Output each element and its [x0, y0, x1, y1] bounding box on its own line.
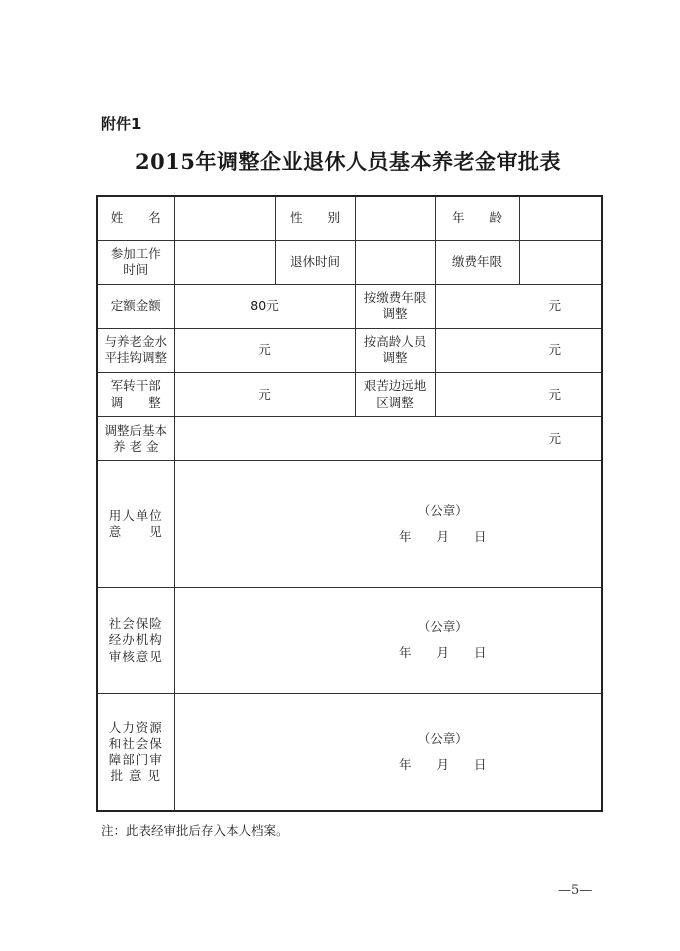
attachment-label: 附件1: [101, 115, 142, 133]
by-pay-years-label: 按缴费年限 调整: [355, 284, 435, 328]
insurance-agency-opinion-label: 社会保险 经办机构 审核意见: [97, 587, 174, 693]
seal-label: （公章）: [417, 730, 468, 746]
table-row: [97, 587, 602, 693]
remote-area-label: 艰苦边远地 区调整: [355, 373, 435, 417]
date-label: 年 月 日: [398, 757, 487, 773]
gender-label: 性 别: [275, 196, 355, 240]
table-row: [97, 694, 602, 811]
pay-years-field[interactable]: [519, 240, 602, 284]
by-senior-field[interactable]: 元: [435, 328, 602, 372]
seal-label: （公章）: [417, 619, 468, 635]
table-row: [97, 461, 602, 587]
insurance-agency-opinion-field[interactable]: [174, 587, 602, 693]
pension-level-field[interactable]: 元: [174, 328, 355, 372]
by-senior-label: 按高龄人员 调整: [355, 328, 435, 372]
retire-time-label: 退休时间: [275, 240, 355, 284]
military-label: 军转干部 调 整: [97, 373, 174, 417]
table-row: [97, 328, 602, 372]
adjusted-pension-label: 调整后基本 养 老 金: [97, 417, 174, 461]
table-row: [97, 373, 602, 417]
table-row: [97, 417, 602, 461]
pension-level-label: 与养老金水 平挂钩调整: [97, 328, 174, 372]
work-start-label: 参加工作 时间: [97, 240, 174, 284]
fixed-amount-label: 定额金额: [97, 284, 174, 328]
gender-field[interactable]: [355, 196, 435, 240]
employer-opinion-field[interactable]: [174, 461, 602, 587]
page-title: 2015年调整企业退休人员基本养老金审批表: [135, 149, 561, 174]
pay-years-label: 缴费年限: [435, 240, 519, 284]
name-label: 姓 名: [97, 196, 174, 240]
hr-department-opinion-label: 人力资源 和社会保 障部门审 批 意 见: [97, 694, 174, 811]
date-label: 年 月 日: [398, 645, 487, 661]
age-field[interactable]: [519, 196, 602, 240]
fixed-amount-value: 80元: [174, 284, 355, 328]
name-field[interactable]: [174, 196, 275, 240]
by-pay-years-field[interactable]: 元: [435, 284, 602, 328]
approval-form-table: [96, 195, 603, 812]
military-field[interactable]: 元: [174, 373, 355, 417]
adjusted-pension-field[interactable]: 元: [174, 417, 602, 461]
footnote: 注：此表经审批后存入本人档案。: [101, 823, 289, 838]
table-row: [97, 240, 602, 284]
retire-time-field[interactable]: [355, 240, 435, 284]
table-row: [97, 284, 602, 328]
table-row: [97, 196, 602, 240]
page-number: —5—: [558, 883, 593, 898]
work-start-field[interactable]: [174, 240, 275, 284]
employer-opinion-label: 用人单位 意 见: [97, 461, 174, 587]
seal-label: （公章）: [417, 502, 468, 518]
hr-department-opinion-field[interactable]: [174, 694, 602, 811]
date-label: 年 月 日: [398, 529, 487, 545]
remote-area-field[interactable]: 元: [435, 373, 602, 417]
age-label: 年 龄: [435, 196, 519, 240]
